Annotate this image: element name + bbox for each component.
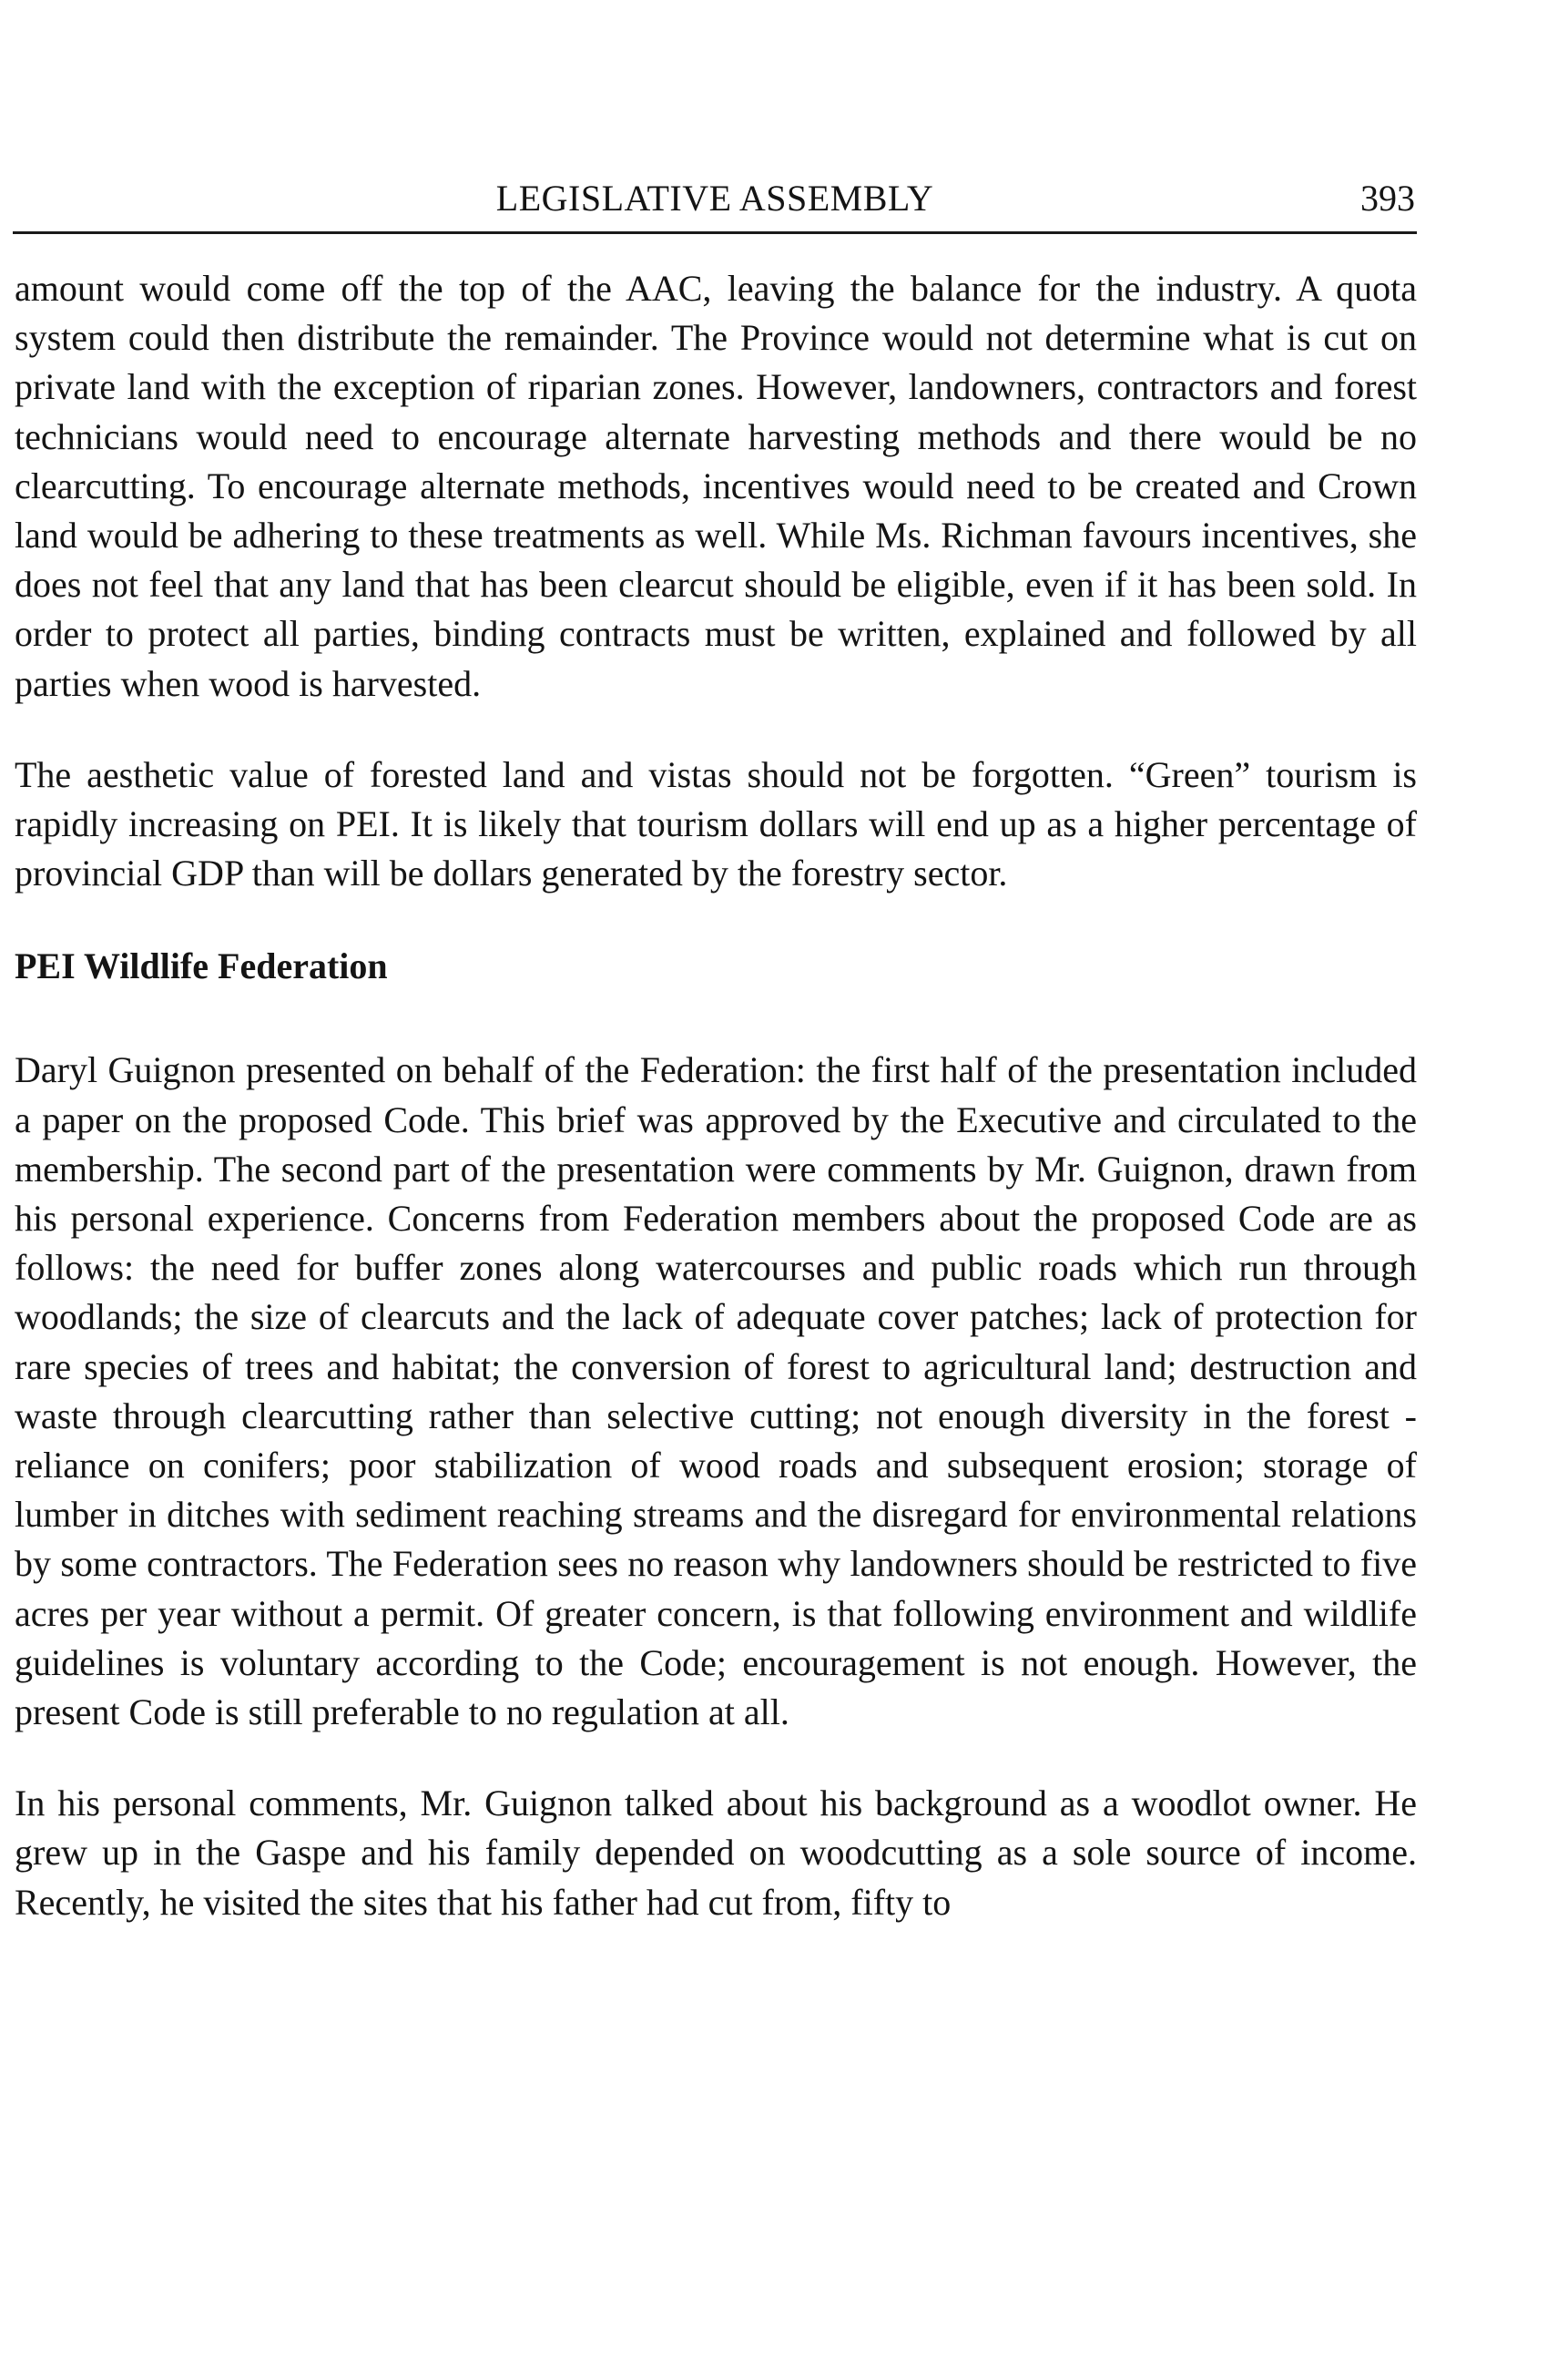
paragraph-aac-quota: amount would come off the top of the AAC, leaving the balance for the industry. A quota system could then distribute the remainder. The Province would not determine what is cut on private land with the exception of riparian zones. However, landowners, contractors and forest technicians would need to encourage alternate harvesting methods and there would be no clearcutting. To encourage alternate methods, incentives would need to be created and Crown land would be adhering to these treatments as well. While Ms. Richman favours incentives, she does not feel that any land that has been clearcut should be eligible, even if it has been sold. In order to protect all parties, binding contracts must be written, explained and followed by all parties when wood is harvested.	[15, 268, 1417, 704]
body-text	[15, 264, 1417, 1927]
page-header	[13, 175, 1417, 234]
running-title: LEGISLATIVE ASSEMBLY	[495, 178, 934, 219]
paragraph-green-tourism: The aesthetic value of forested land and vistas should not be forgotten. “Green” tourism is rapidly increasing on PEI. It is likely that tourism dollars will end up as a higher percentage of provincial GDP than will be dollars generated by the forestry sector.	[15, 753, 1417, 894]
paragraph-federation-concerns: Daryl Guignon presented on behalf of the Federation: the first half of the presentation included a paper on the proposed Code. This brief was approved by the Executive and circulated to the membership. The second part of the presentation were comments by Mr. Guignon, drawn from his personal experience. Concerns from Federation members about the proposed Code are as follows: the need for buffer zones along watercourses and public roads which run through woodlands; the size of clearcuts and the lack of adequate cover patches; lack of protection for rare species of trees and habitat; the conversion of forest to agricultural land; destruction and waste through clearcutting rather than selective cutting; not enough diversity in the forest - reliance on conifers; poor stabilization of wood roads and subsequent erosion; storage of lumber in ditches with sediment reaching streams and the disregard for environmental relations by some contractors. The Federation sees no reason why landowners should be restricted to five acres per year without a permit. Of greater concern, is that following environment and wildlife guidelines is voluntary according to the Code; encouragement is not enough. However, the present Code is still preferable to no regulation at all.	[15, 1049, 1417, 1733]
section-heading: PEI Wildlife Federation	[15, 945, 388, 987]
paragraph-personal-comments: In his personal comments, Mr. Guignon talked about his background as a woodlot owner. He grew up in the Gaspe and his family depended on woodcutting as a sole source of income. Recently, he visited the sites that his father had cut from, fifty to	[15, 1782, 1417, 1923]
page-number: 393	[1360, 178, 1415, 219]
